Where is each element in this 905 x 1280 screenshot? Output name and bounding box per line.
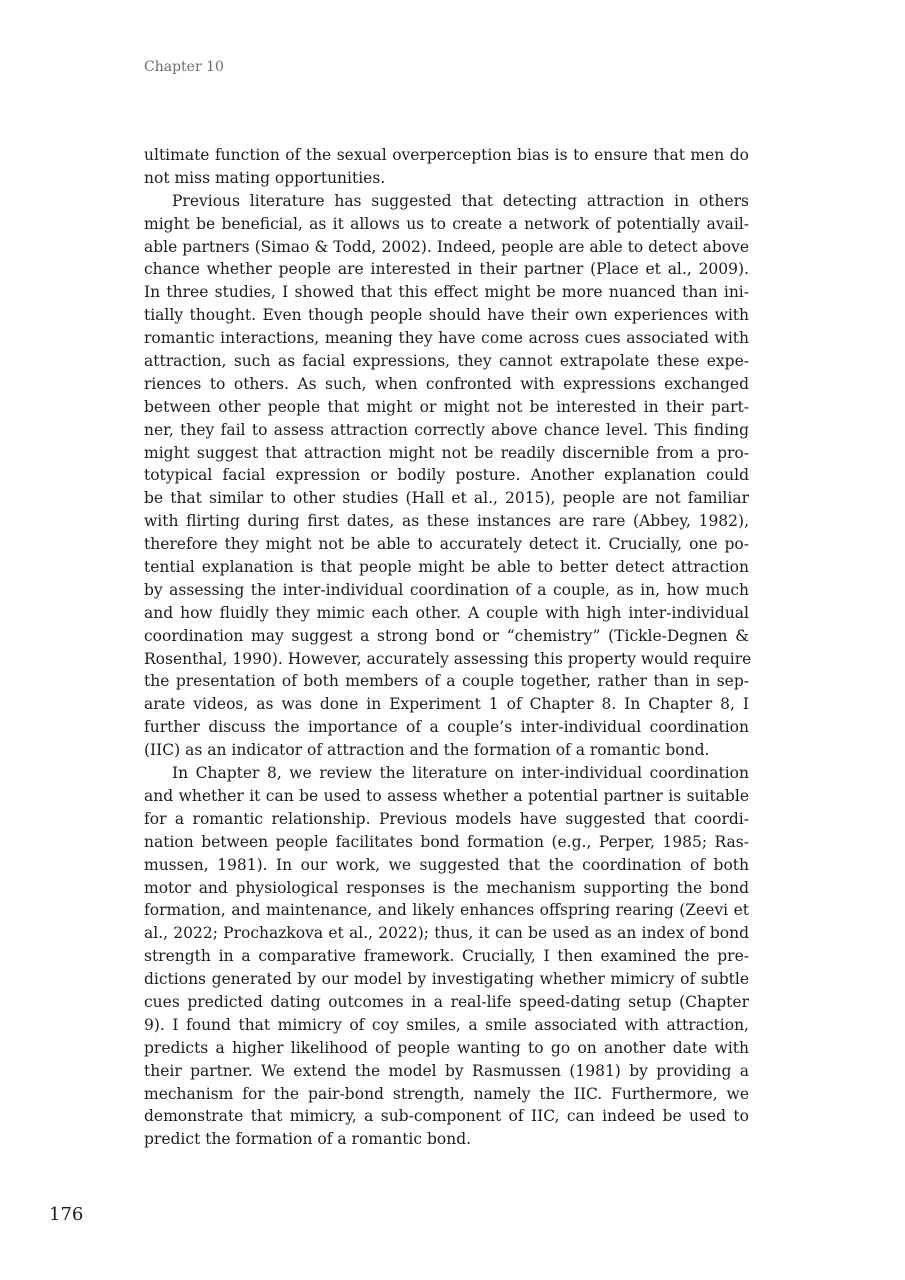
running-header: Chapter 10: [144, 59, 224, 75]
text-line: the presentation of both members of a couple together, rather than in sep-: [144, 672, 749, 691]
text-line: mussen, 1981). In our work, we suggested that the coordination of both: [144, 855, 749, 874]
text-line: mechanism for the pair-bond strength, namely the IIC. Furthermore, we: [144, 1084, 749, 1103]
text-line: totypical facial expression or bodily posture. Another explanation could: [144, 466, 749, 485]
text-line: might suggest that attraction might not be readily discernible from a pro-: [144, 443, 749, 462]
text-line: by assessing the inter-individual coordination of a couple, as in, how much: [144, 580, 749, 599]
text-line: Rosenthal, 1990). However, accurately assessing this property would require: [144, 649, 752, 668]
text-line: nation between people facilitates bond formation (e.g., Perper, 1985; Ras-: [144, 832, 749, 851]
text-line: ner, they fail to assess attraction correctly above chance level. This finding: [144, 420, 749, 439]
text-line: cues predicted dating outcomes in a real-life speed-dating setup (Chapter: [144, 992, 749, 1011]
text-line: and whether it can be used to assess whether a potential partner is suitable: [144, 786, 749, 805]
text-line: predict the formation of a romantic bond.: [144, 1130, 472, 1149]
text-line: (IIC) as an indicator of attraction and the formation of a romantic bond.: [144, 741, 710, 760]
text-line: arate videos, as was done in Experiment 1 of Chapter 8. In Chapter 8, I: [144, 695, 749, 714]
text-line: their partner. We extend the model by Rasmussen (1981) by providing a: [144, 1061, 749, 1080]
text-line: Previous literature has suggested that detecting attraction in others: [172, 191, 749, 210]
text-line: motor and physiological responses is the mechanism supporting the bond: [144, 878, 749, 897]
text-line: between other people that might or might not be interested in their part-: [144, 397, 749, 416]
text-line: romantic interactions, meaning they have come across cues associated with: [144, 329, 749, 348]
text-line: coordination may suggest a strong bond or “chemistry” (Tickle-Degnen &: [144, 626, 749, 645]
text-line: demonstrate that mimicry, a sub-component of IIC, can indeed be used to: [144, 1107, 749, 1126]
text-line: might be beneficial, as it allows us to create a network of potentially avail-: [144, 214, 749, 233]
text-line: be that similar to other studies (Hall et al., 2015), people are not familiar: [144, 489, 749, 508]
text-line: attraction, such as facial expressions, they cannot extrapolate these expe-: [144, 352, 749, 371]
text-line: for a romantic relationship. Previous models have suggested that coordi-: [144, 809, 749, 828]
text-line: and how fluidly they mimic each other. A couple with high inter-individual: [144, 603, 749, 622]
text-line: with flirting during first dates, as these instances are rare (Abbey, 1982),: [144, 512, 749, 531]
text-line: dictions generated by our model by investigating whether mimicry of subtle: [144, 970, 749, 989]
text-line: strength in a comparative framework. Crucially, I then examined the pre-: [144, 947, 749, 966]
text-line: formation, and maintenance, and likely enhances offspring rearing (Zeevi et: [144, 901, 749, 920]
text-line: tially thought. Even though people should have their own experiences with: [144, 306, 749, 325]
text-line: In Chapter 8, we review the literature on inter-individual coordination: [172, 764, 749, 783]
body-text: [144, 144, 752, 1151]
text-line: riences to others. As such, when confronted with expressions exchanged: [144, 374, 749, 393]
page-number: 176: [49, 1204, 84, 1225]
text-line: predicts a higher likelihood of people wanting to go on another date with: [144, 1038, 749, 1057]
text-line: al., 2022; Prochazkova et al., 2022); thus, it can be used as an index of bond: [144, 924, 749, 943]
text-line: able partners (Simao & Todd, 2002). Indeed, people are able to detect above: [144, 237, 749, 256]
text-line: further discuss the importance of a couple’s inter-individual coordination: [144, 718, 749, 737]
text-line: tential explanation is that people might be able to better detect attraction: [144, 558, 749, 577]
text-line: not miss mating opportunities.: [144, 168, 386, 187]
text-line: In three studies, I showed that this effect might be more nuanced than ini-: [144, 283, 749, 302]
text-line: ultimate function of the sexual overperception bias is to ensure that men do: [144, 146, 749, 164]
text-line: 9). I found that mimicry of coy smiles, a smile associated with attraction,: [144, 1015, 749, 1034]
text-line: therefore they might not be able to accurately detect it. Crucially, one po-: [144, 535, 749, 554]
text-line: chance whether people are interested in their partner (Place et al., 2009).: [144, 260, 749, 279]
